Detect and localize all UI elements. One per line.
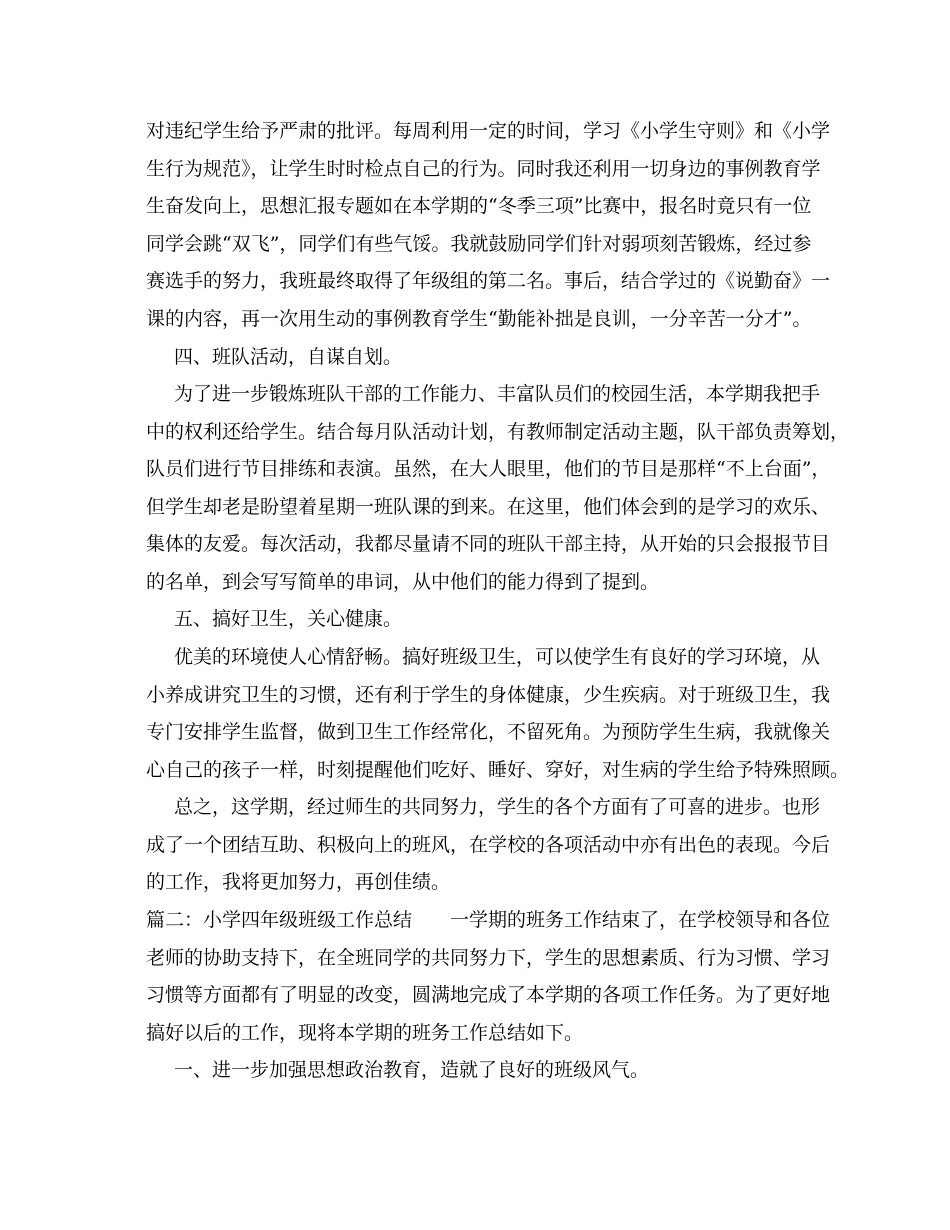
section-heading: 四、班队活动，自谋自划。 <box>174 346 403 368</box>
text-line: 心自己的孩子一样，时刻提醒他们吃好、睡好、穿好，对生病的学生给予特殊照顾。 <box>146 759 850 781</box>
text-line: 的工作，我将更加努力，再创佳绩。 <box>146 871 451 893</box>
text-line: 总之，这学期，经过师生的共同努力，学生的各个方面有了可喜的进步。也形 <box>174 796 821 818</box>
text-line: 课的内容，再一次用生动的事例教育学生“勤能补拙是良训，一分辛苦一分才”。 <box>146 308 812 330</box>
text-line: 同学会跳“双飞”，同学们有些气馁。我就鼓励同学们针对弱项刻苦锻炼，经过参 <box>146 233 812 255</box>
text-line: 生奋发向上，思想汇报专题如在本学期的“冬季三项”比赛中，报名时竟只有一位 <box>146 195 812 217</box>
text-line: 为了进一步锻炼班队干部的工作能力、丰富队员们的校园生活，本学期我把手 <box>174 383 821 405</box>
text-line: 赛选手的努力，我班最终取得了年级组的第二名。事后，结合学过的《说勤奋》一 <box>146 270 831 292</box>
text-line: 专门安排学生监督，做到卫生工作经常化，不留死角。为预防学生生病，我就像关 <box>146 721 831 743</box>
text-line: 搞好以后的工作，现将本学期的班务工作总结如下。 <box>146 1022 584 1044</box>
section-heading: 一、进一步加强思想政治教育，造就了良好的班级风气。 <box>174 1059 650 1081</box>
text-line: 优美的环境使人心情舒畅。搞好班级卫生，可以使学生有良好的学习环境，从 <box>174 646 821 668</box>
text-line: 生行为规范》，让学生时时检点自己的行为。同时我还利用一切身边的事例教育学 <box>146 158 821 180</box>
text-line: 老师的协助支持下，在全班同学的共同努力下，学生的思想素质、行为习惯、学习 <box>146 947 831 969</box>
text-line: 的名单，到会写写简单的串词，从中他们的能力得到了提到。 <box>146 571 660 593</box>
text-line: 篇二：小学四年级班级工作总结 一学期的班务工作结束了，在学校领导和各位 <box>146 909 831 931</box>
text-line: 集体的友爱。每次活动，我都尽量请不同的班队干部主持，从开始的只会报报节目 <box>146 533 831 555</box>
text-line: 队员们进行节目排练和表演。虽然，在大人眼里，他们的节目是那样“不上台面”， <box>146 458 831 480</box>
text-line: 中的权利还给学生。结合每月队活动计划，有教师制定活动主题，队干部负责筹划， <box>146 421 850 443</box>
text-line: 但学生却老是盼望着星期一班队课的到来。在这里，他们体会到的是学习的欢乐、 <box>146 496 831 518</box>
text-line: 小养成讲究卫生的习惯，还有利于学生的身体健康，少生疾病。对于班级卫生，我 <box>146 684 831 706</box>
section-heading: 五、搞好卫生，关心健康。 <box>174 608 403 630</box>
text-line: 成了一个团结互助、积极向上的班风，在学校的各项活动中亦有出色的表现。今后 <box>146 834 831 856</box>
text-line: 对违纪学生给予严肃的批评。每周利用一定的时间，学习《小学生守则》和《小学 <box>146 120 831 142</box>
text-line: 习惯等方面都有了明显的改变，圆满地完成了本学期的各项工作任务。为了更好地 <box>146 984 831 1006</box>
